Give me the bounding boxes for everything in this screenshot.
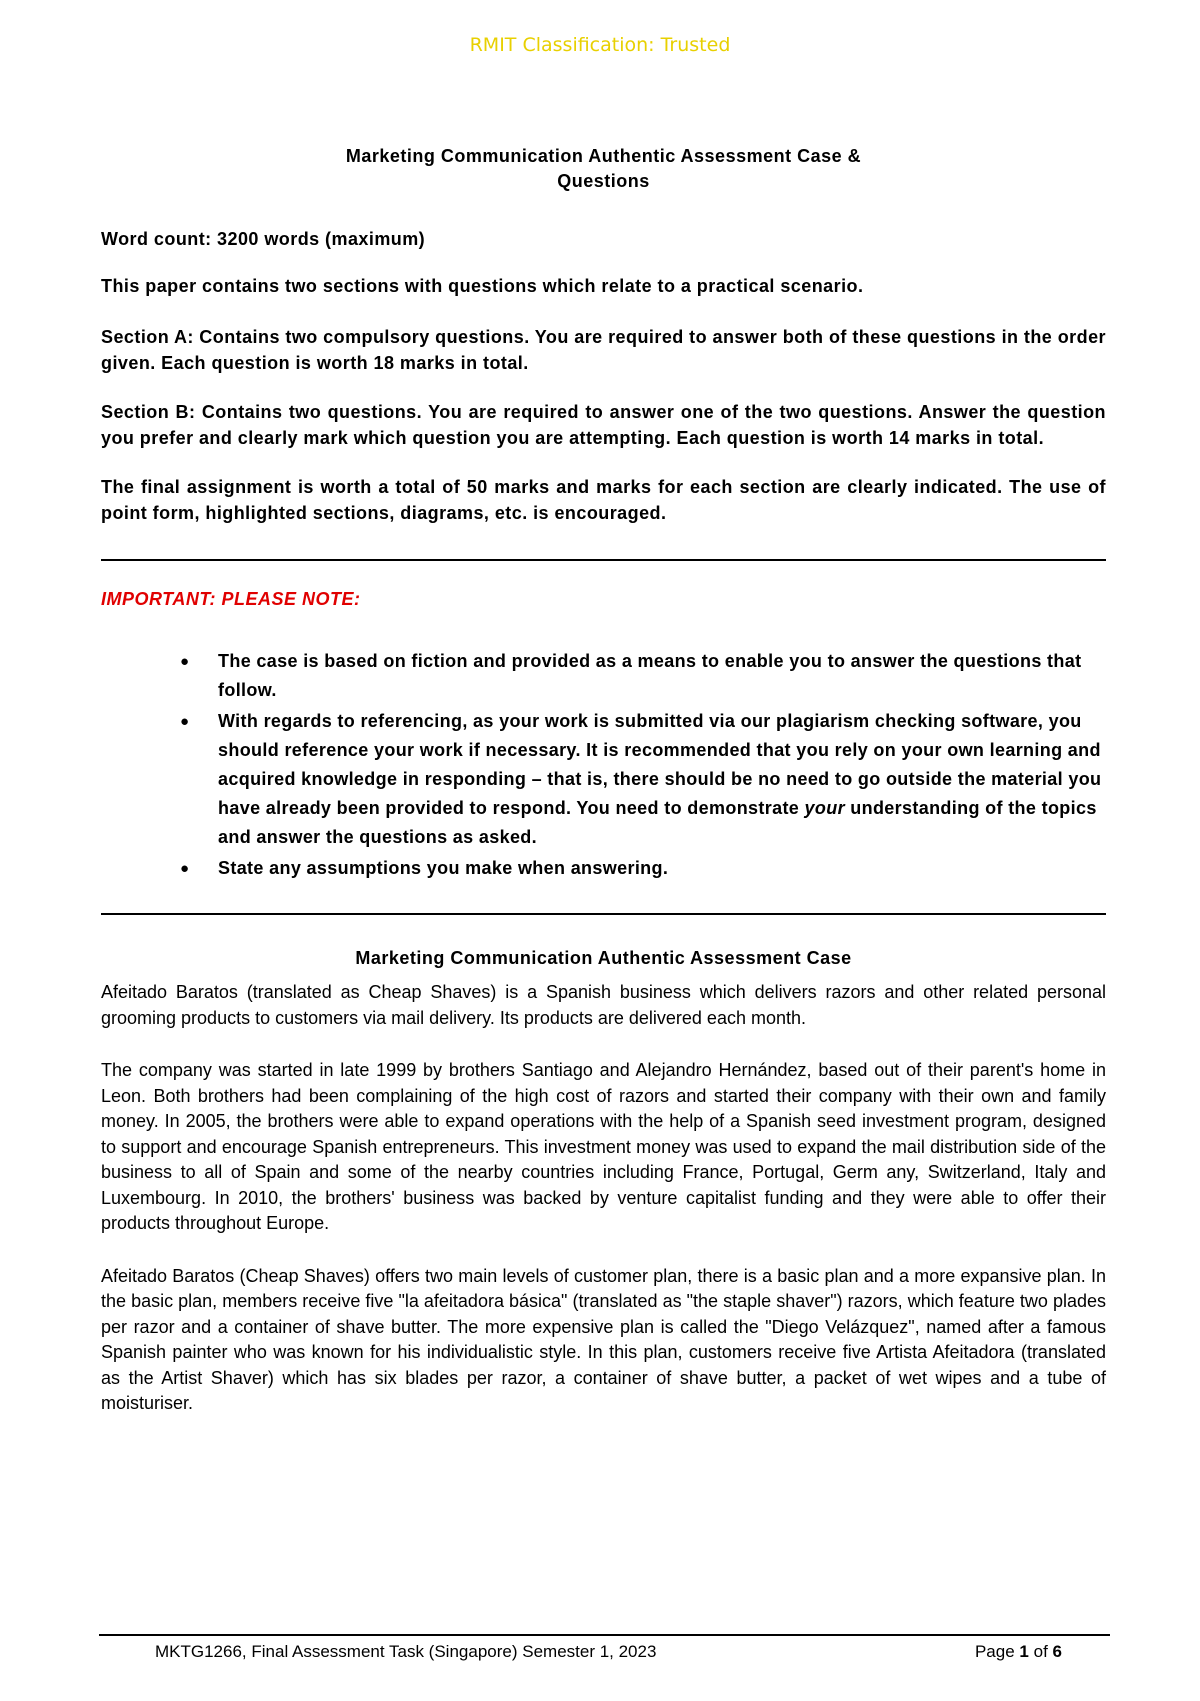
note-text: State any assumptions you make when answering. xyxy=(218,858,669,878)
page-of: of xyxy=(1033,1642,1048,1661)
document-title-line2: Questions xyxy=(557,171,650,191)
document-title-line1: Marketing Communication Authentic Assessment Case & xyxy=(345,146,862,166)
page-label: Page xyxy=(974,1642,1015,1661)
bullet-icon: ● xyxy=(180,860,190,877)
divider xyxy=(101,913,1106,915)
note-text-after: understanding of the topics and answer the questions as asked. xyxy=(218,798,1097,847)
important-heading: IMPORTANT: PLEASE NOTE: xyxy=(101,589,361,609)
case-paragraph: Afeitado Baratos (Cheap Shaves) offers two main levels of customer plan, there is a basic plan and a more expansive plan. In the basic plan, members receive five "la afeitadora básica" (translated as "the staple shaver") razors, which feature two plades per razor and a container of shave butter. The more expensive plan is called the "Diego Velázquez", named after a famous Spanish painter who was known for his individualistic style. In this plan, customers receive five Artista Afeitadora (translated as the Artist Shaver) which has six blades per razor, a container of shave butter, a packet of wet wipes and a tube of moisturiser. xyxy=(101,1265,1106,1413)
page-number xyxy=(975,1642,1062,1662)
case-paragraph: Afeitado Baratos (translated as Cheap Shaves) is a Spanish business which delivers razors and other related personal grooming products to customers via mail delivery. Its products are delivered each month. xyxy=(101,982,1106,1028)
case-title: Marketing Communication Authentic Assessment Case xyxy=(355,948,852,968)
footer-course-info: MKTG1266, Final Assessment Task (Singapore) Semester 1, 2023 xyxy=(155,1642,657,1661)
list-item xyxy=(180,647,1106,705)
bullet-icon: ● xyxy=(180,653,190,670)
list-item xyxy=(180,854,1106,883)
page-total: 6 xyxy=(1052,1642,1062,1661)
section-a-paragraph: Section A: Contains two compulsory questions. You are required to answer both of these questions in the order given. Each question is worth 18 marks in total. xyxy=(101,327,1106,373)
note-text-before: With regards to referencing, as your work is submitted via our plagiarism checking software, you should reference your work if necessary. It is recommended that you rely on your own learning and acquired knowledge in responding – that is, there should be no need to go outside the material you have already been provided to respond. You need to demonstrate xyxy=(218,711,1102,818)
document-body xyxy=(101,144,1106,1417)
intro-paragraph: This paper contains two sections with questions which relate to a practical scenario. xyxy=(101,275,864,296)
page-footer xyxy=(99,1634,1110,1661)
note-emphasis: your xyxy=(804,798,845,818)
bullet-icon: ● xyxy=(180,713,190,730)
classification-label: RMIT Classification: Trusted xyxy=(469,34,731,56)
word-count: Word count: 3200 words (maximum) xyxy=(101,229,426,249)
document-title xyxy=(101,144,1106,194)
final-assignment-paragraph: The final assignment is worth a total of 50 marks and marks for each section are clearly indicated. The use of point form, highlighted sections, diagrams, etc. is encouraged. xyxy=(101,477,1106,523)
important-notes-list xyxy=(101,647,1106,883)
list-item xyxy=(180,707,1106,852)
case-paragraph: The company was started in late 1999 by brothers Santiago and Alejandro Hernández, based out of their parent's home in Leon. Both brothers had been complaining of the high cost of razors and started their company with their own and family money. In 2005, the brothers were able to expand operations with the help of a Spanish seed investment program, designed to support and encourage Spanish entrepreneurs. This investment money was used to expand the mail distribution side of the business to all of Spain and some of the nearby countries including France, Portugal, Germ any, Switzerland, Italy and Luxembourg. In 2010, the brothers' business was backed by venture capitalist funding and they were able to offer their products throughout Europe. xyxy=(101,1060,1106,1233)
page-current: 1 xyxy=(1019,1642,1029,1661)
section-b-paragraph: Section B: Contains two questions. You are required to answer one of the two questions. Answer the question you prefer and clearly mark which question you are attempting. Each question is worth 14 marks in total. xyxy=(101,402,1106,448)
note-text: The case is based on fiction and provided as a means to enable you to answer the questions that follow. xyxy=(218,651,1082,700)
divider xyxy=(101,559,1106,561)
